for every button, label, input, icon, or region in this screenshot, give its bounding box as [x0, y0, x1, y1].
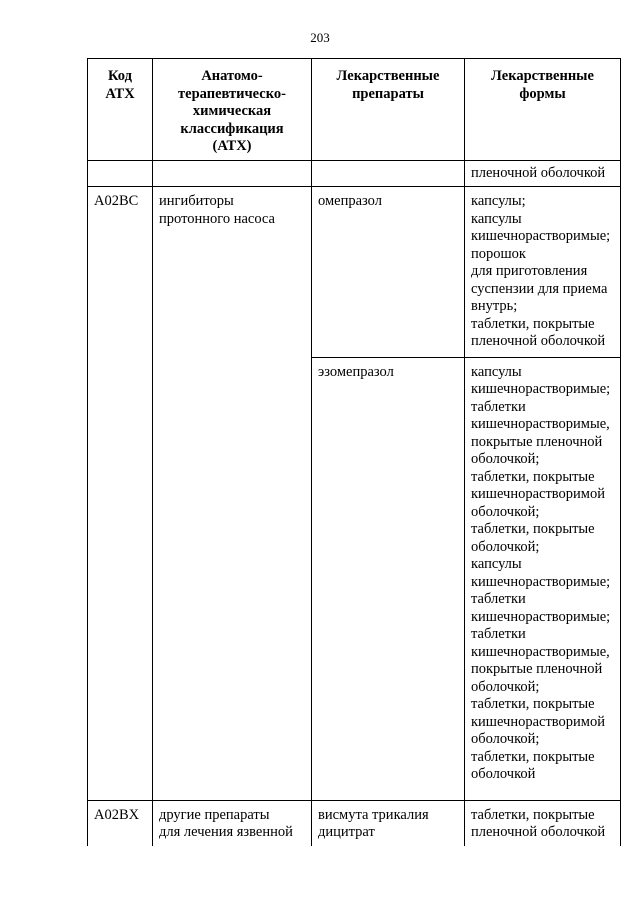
cell-line: таблетки, покрытые: [471, 806, 595, 823]
code-a02bx: A02BX: [94, 806, 140, 823]
table-row-a02bc-omeprazole: [88, 187, 621, 358]
classification-a02bx: [159, 807, 307, 842]
forms-omeprazole: [471, 193, 616, 351]
atx-drug-table: [87, 58, 621, 846]
cell-line: кишечнорастворимые,: [471, 416, 610, 432]
cell-line: порошок: [471, 245, 526, 262]
cell-line: кишечнорастворимые,: [471, 643, 610, 660]
cell-line: кишечнорастворимой: [471, 486, 605, 502]
drug-omeprazole: омепразол: [318, 193, 382, 209]
cell-line: кишечнорастворимые;: [471, 608, 611, 625]
cell-line: висмута трикалия: [318, 806, 429, 823]
header-forms: [465, 59, 621, 161]
cont-drug-cell: [312, 160, 465, 187]
cell-line: для приготовления: [471, 263, 588, 279]
cell-line: пленочной оболочкой: [471, 333, 606, 349]
cell-line: кишечнорастворимые;: [471, 228, 611, 244]
table-header-row: [88, 59, 621, 161]
forms-bismuth: [471, 807, 616, 842]
cell-line: суспензии для приема: [471, 280, 608, 297]
cont-classification-cell: [153, 160, 312, 187]
cell-line: кишечнорастворимые;: [471, 381, 611, 397]
cell-line: покрытые пленочной: [471, 661, 603, 677]
cell-line: таблетки, покрытые: [471, 696, 595, 712]
forms-cell-omeprazole: [465, 187, 621, 358]
forms-cell-esomeprazole: [465, 357, 621, 800]
code-cell-a02bc: [88, 187, 153, 801]
cell-line: таблетки: [471, 591, 526, 607]
cell-line: оболочкой;: [471, 731, 540, 747]
cell-line: оболочкой;: [471, 538, 540, 555]
cell-line: классификация: [180, 120, 284, 137]
cell-line: Лекарственные: [336, 68, 440, 84]
drug-esomeprazole: эзомепразол: [318, 363, 394, 380]
cell-line: формы: [519, 85, 566, 102]
header-forms-lines: [469, 68, 616, 103]
drug-cell-omeprazole: [312, 187, 465, 358]
cont-forms-cell: [465, 160, 621, 187]
classification-a02bc: [159, 193, 307, 228]
cell-line: оболочкой;: [471, 503, 540, 520]
cont-code-cell: [88, 160, 153, 187]
cell-line: дицитрат: [318, 824, 375, 840]
cell-line: ингибиторы: [159, 193, 234, 209]
cell-line: пленочной оболочкой: [471, 824, 606, 840]
forms-esomeprazole: [471, 364, 616, 784]
page-number: 203: [310, 30, 330, 45]
cell-line: капсулы: [471, 210, 522, 227]
cell-line: для лечения язвенной: [159, 824, 293, 840]
cell-line: кишечнорастворимой: [471, 713, 605, 730]
cell-line: таблетки, покрытые: [471, 748, 595, 765]
cell-line: пленочной оболочкой: [471, 164, 606, 181]
code-a02bc: A02BC: [94, 193, 139, 209]
cell-line: Лекарственные: [491, 68, 594, 84]
cell-line: покрытые пленочной: [471, 433, 603, 450]
cell-line: химическая: [192, 103, 272, 119]
header-classification-lines: [157, 68, 307, 156]
drug-cell-bismuth: [312, 800, 465, 846]
table-row-continuation: [88, 160, 621, 187]
cell-line: таблетки: [471, 626, 526, 642]
cont-forms-lines: [471, 165, 616, 183]
cell-line: таблетки, покрытые: [471, 315, 595, 332]
cell-line: капсулы: [471, 363, 522, 380]
header-drugs: [312, 59, 465, 161]
cell-line: Код: [108, 68, 132, 84]
header-classification: [153, 59, 312, 161]
cell-line: таблетки: [471, 398, 526, 415]
header-code-lines: [92, 68, 148, 103]
cell-line: АТХ: [105, 85, 135, 102]
cell-line: таблетки, покрытые: [471, 468, 595, 485]
cell-line: препараты: [352, 85, 424, 102]
cell-line: таблетки, покрытые: [471, 521, 595, 537]
cell-line: терапевтическо-: [178, 85, 286, 102]
cell-line: капсулы;: [471, 193, 526, 209]
drug-cell-esomeprazole: [312, 357, 465, 800]
cell-line: протонного насоса: [159, 210, 275, 227]
classification-cell-a02bx: [153, 800, 312, 846]
header-code: [88, 59, 153, 161]
header-drugs-lines: [316, 68, 460, 103]
cell-line: оболочкой;: [471, 451, 540, 467]
cell-line: кишечнорастворимые;: [471, 573, 611, 590]
cell-line: (АТХ): [212, 138, 252, 154]
drug-bismuth: [318, 807, 460, 842]
cell-line: другие препараты: [159, 806, 270, 823]
cell-line: оболочкой: [471, 766, 536, 782]
cell-line: капсулы: [471, 556, 522, 572]
forms-cell-bismuth: [465, 800, 621, 846]
cell-line: оболочкой;: [471, 678, 540, 695]
table-row-a02bx: [88, 800, 621, 846]
cell-line: Анатомо-: [201, 68, 263, 84]
code-cell-a02bx: [88, 800, 153, 846]
cell-line: внутрь;: [471, 298, 518, 314]
classification-cell-a02bc: [153, 187, 312, 801]
